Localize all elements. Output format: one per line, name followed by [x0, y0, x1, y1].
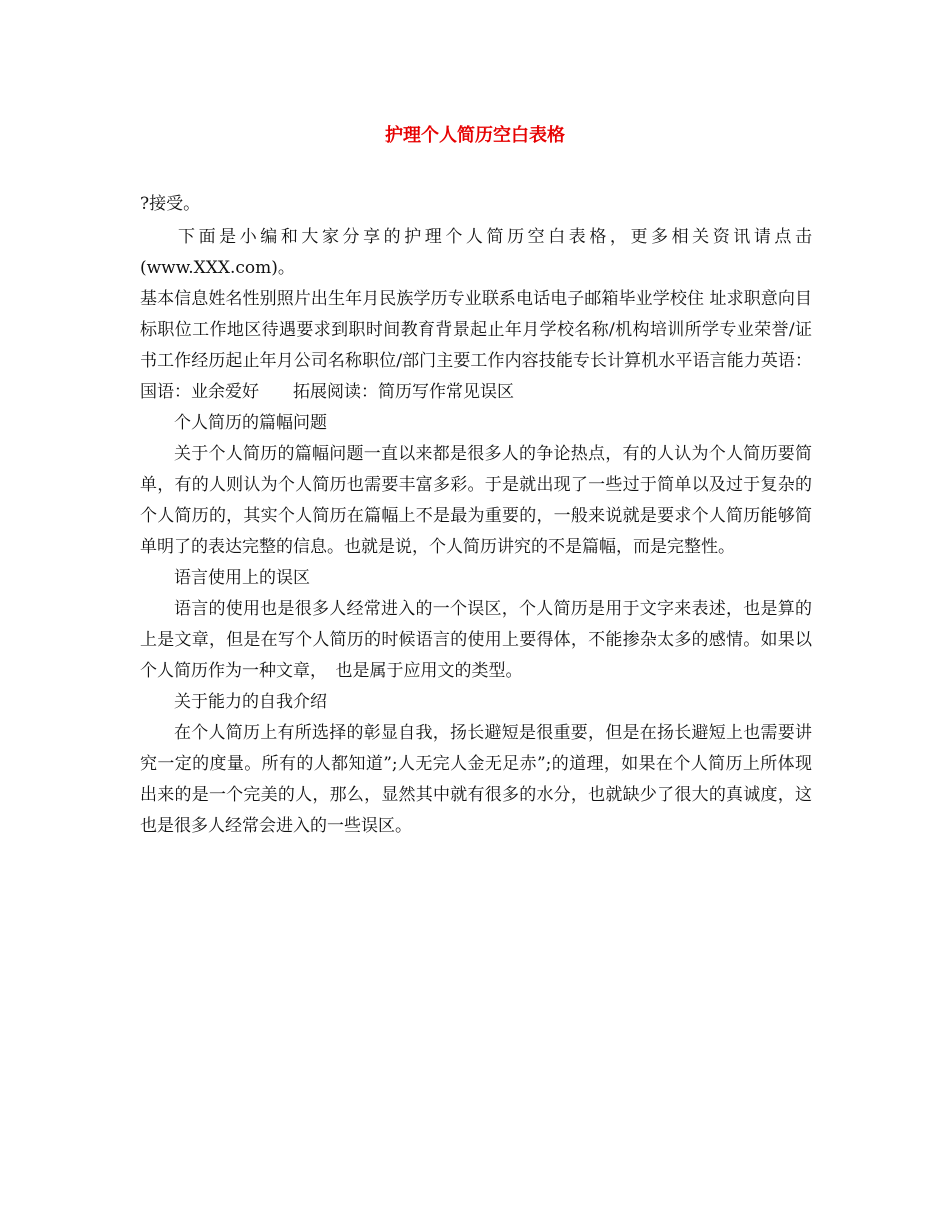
form-fields-paragraph: 基本信息姓名性别照片出生年月民族学历专业联系电话电子邮箱毕业学校住 址求职意向目标职位工作地区待遇要求到职时间教育背景起止年月学校名称/机构培训所学专业荣誉/证书工作经历起止年月公司名称职位/部门主要工作内容技能专长计算机水平语言能力英语：国语：业余爱好 拓展阅读：简历写作常见误区 [140, 289, 812, 402]
section-body: 在个人简历上有所选择的彰显自我，扬长避短是很重要，但是在扬长避短上也需要讲究一定的度量。所有的人都知道”;人无完人金无足赤”;的道理，如果在个人简历上所体现出来的是一个完美的人，那么，显然其中就有很多的水分，也就缺少了很大的真诚度，这也是很多人经常会进入的一些误区。 [140, 723, 812, 836]
intro-paragraph: 下面是小编和大家分享的护理个人简历空白表格，更多相关资讯请点击(www.XXX.com)。 [140, 227, 812, 278]
section-heading: 个人简历的篇幅问题 [174, 413, 327, 433]
document-body [140, 192, 812, 842]
section-heading: 关于能力的自我介绍 [174, 692, 327, 712]
intro-fragment: ?接受。 [140, 194, 201, 214]
section-body: 语言的使用也是很多人经常进入的一个误区，个人简历是用于文字来表述，也是算的上是文章，但是在写个人简历的时候语言的使用上要得体，不能掺杂太多的感情。如果以个人简历作为一种文章， 也是属于应用文的类型。 [140, 599, 812, 681]
section-body: 关于个人简历的篇幅问题一直以来都是很多人的争论热点，有的人认为个人简历要简单，有的人则认为个人简历也需要丰富多彩。于是就出现了一些过于简单以及过于复杂的个人简历的，其实个人简历在篇幅上不是最为重要的，一般来说就是要求个人简历能够简单明了的表达完整的信息。也就是说，个人简历讲究的不是篇幅，而是完整性。 [140, 444, 812, 557]
section-heading: 语言使用上的误区 [174, 568, 310, 588]
document-title: 护理个人简历空白表格 [385, 125, 565, 146]
